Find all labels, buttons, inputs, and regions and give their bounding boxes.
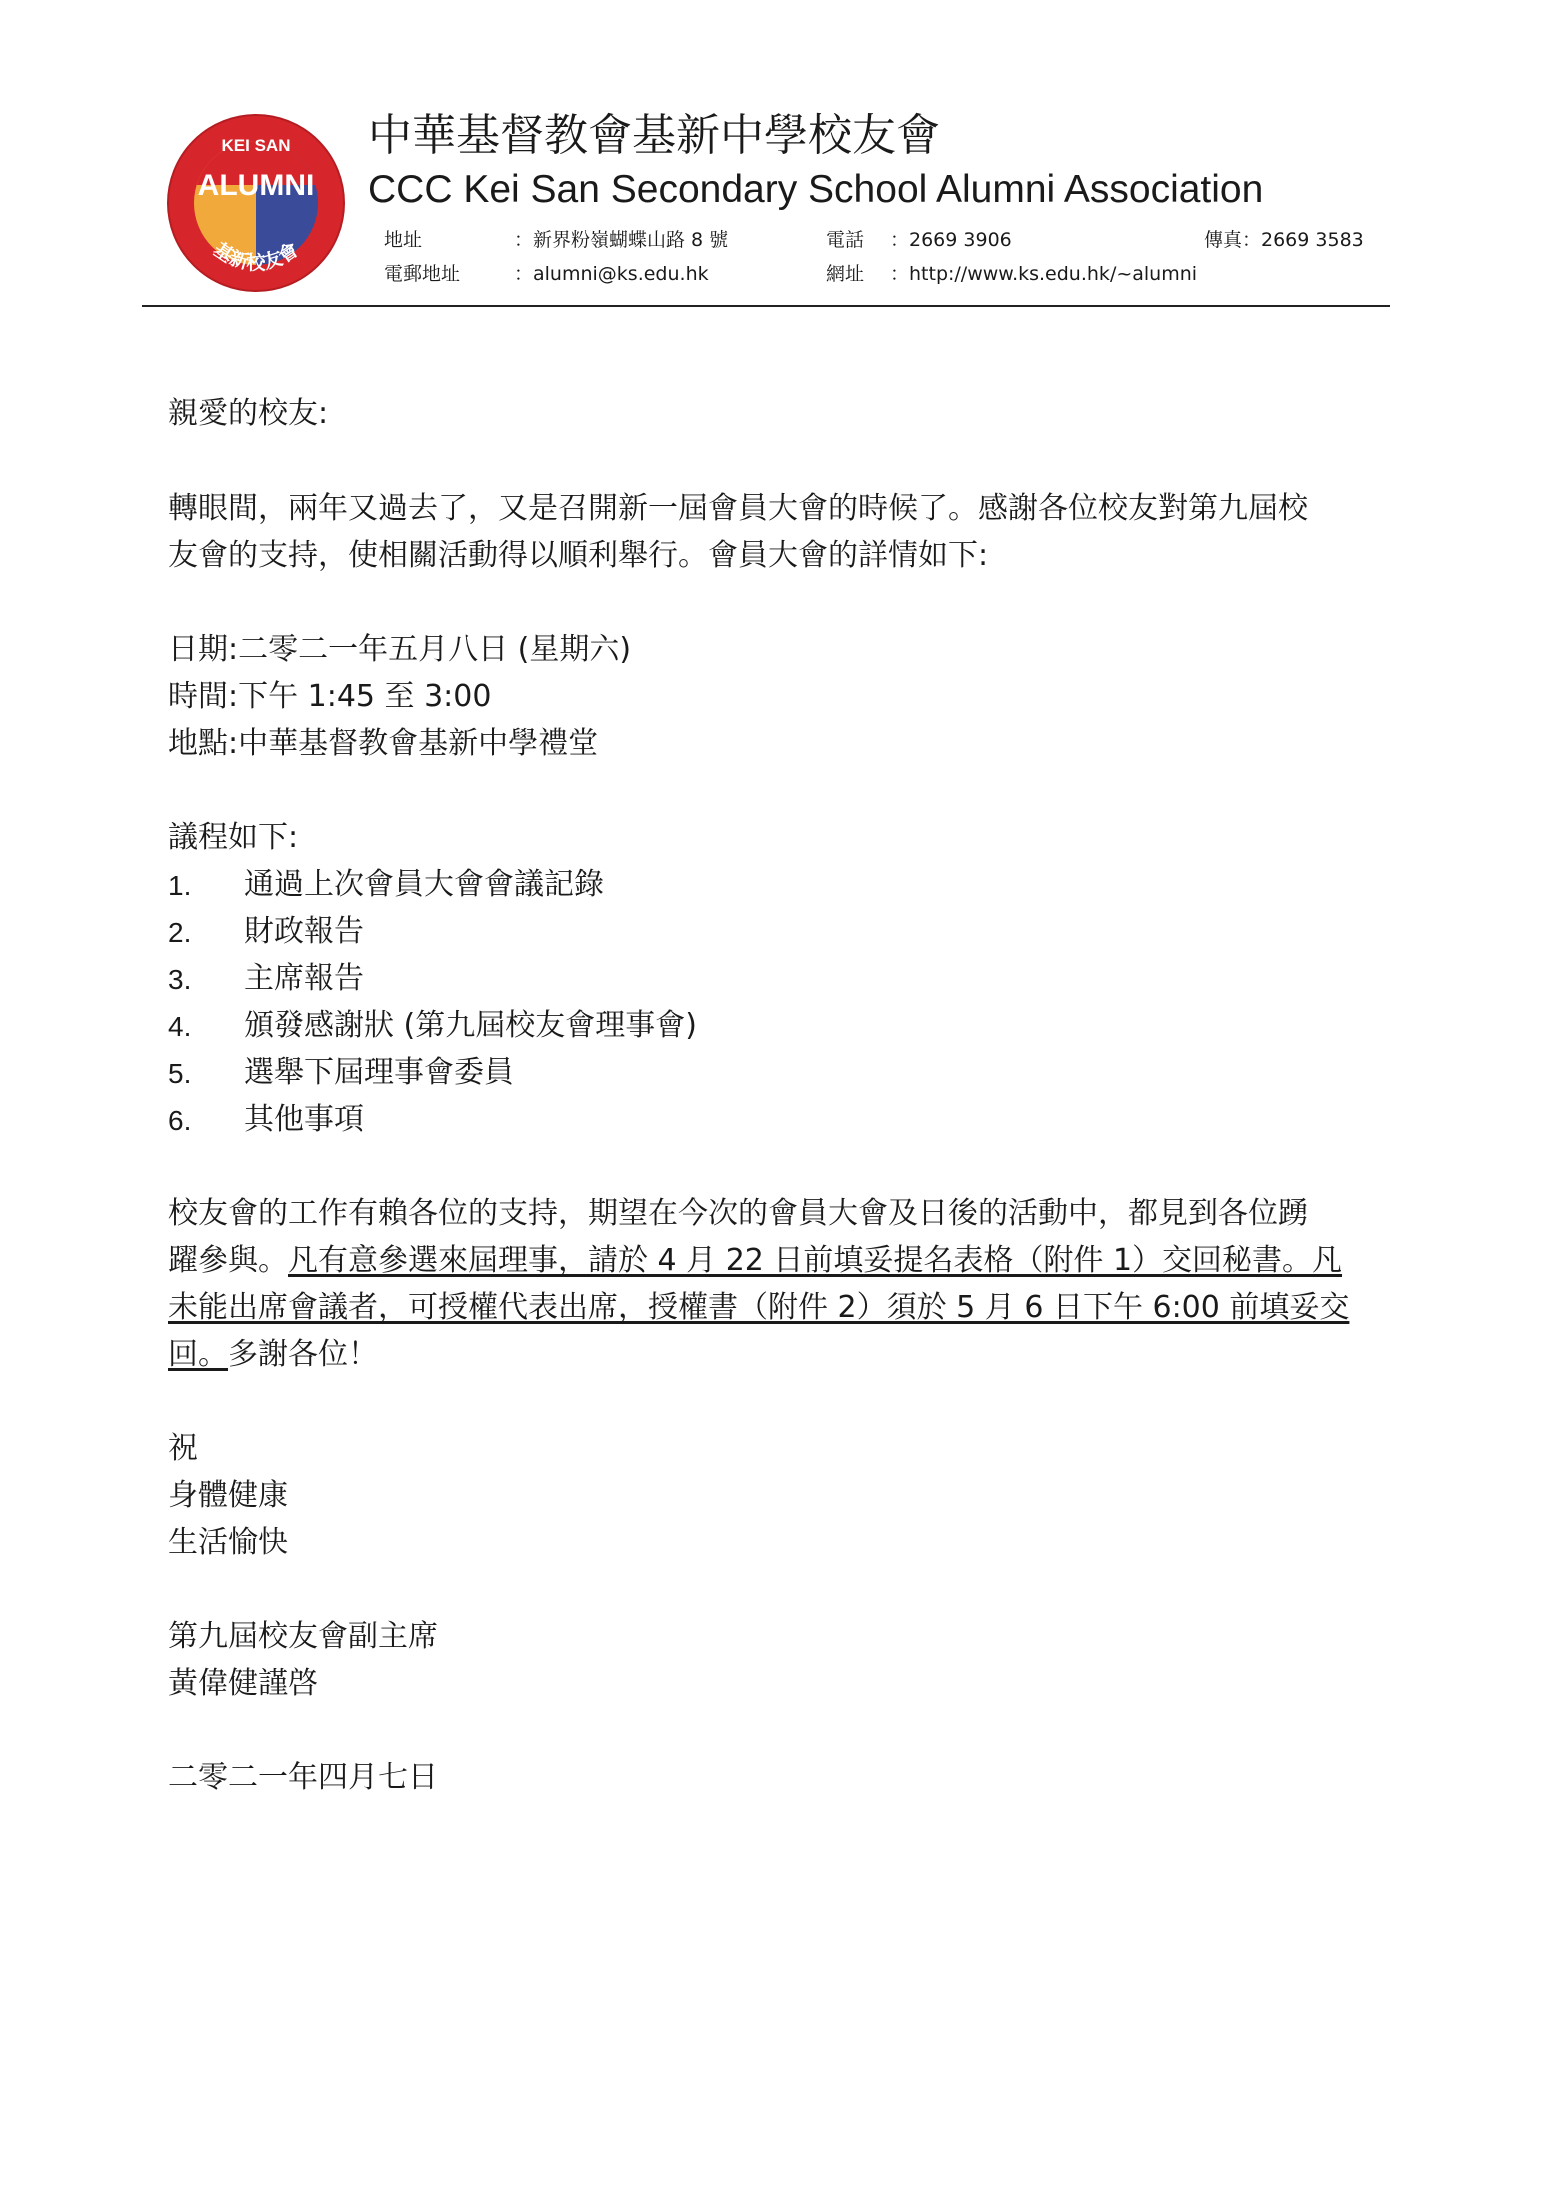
- signer-name: 黃偉健謹啓: [168, 1666, 318, 1701]
- agenda-item: 其他事項: [244, 1102, 364, 1137]
- org-name-chinese: 中華基督教會基新中學校友會: [368, 110, 940, 161]
- intro-line-2: 友會的支持，使相關活動得以順利舉行。會員大會的詳情如下:: [168, 538, 989, 573]
- agenda-number: 5.: [168, 1058, 192, 1089]
- agenda-item: 財政報告: [244, 914, 364, 949]
- agenda-heading: 議程如下:: [168, 820, 299, 855]
- intro-line-1: 轉眼間，兩年又過去了，又是召開新一屆會員大會的時候了。感謝各位校友對第九屆校: [168, 491, 1308, 526]
- alumni-logo: [166, 113, 346, 293]
- agenda-item: 主席報告: [244, 961, 364, 996]
- nomination-notice: 凡有意參選來屆理事，請於 4 月 22 日前填妥提名表格（附件 1）交回秘書。凡: [288, 1243, 1343, 1278]
- agenda-number: 6.: [168, 1105, 192, 1136]
- agenda-item: 選舉下屆理事會委員: [244, 1055, 514, 1090]
- agenda-number: 4.: [168, 1011, 192, 1042]
- address-label: 地址: [384, 229, 423, 251]
- phone-value: ：2669 3906: [890, 229, 1012, 251]
- email-label: 電郵地址: [384, 263, 461, 285]
- agenda-item: 頒發感謝狀 (第九屆校友會理事會): [244, 1008, 697, 1043]
- website-label: 網址: [826, 263, 865, 285]
- website-value: ：http://www.ks.edu.hk/~alumni: [890, 263, 1198, 285]
- closing-line-4: [168, 1331, 378, 1378]
- closing-line-2-plain: 躍參與。: [168, 1243, 288, 1278]
- wish-2: 生活愉快: [168, 1525, 288, 1560]
- header-divider: [142, 305, 1390, 307]
- blessing: 祝: [168, 1431, 198, 1466]
- letter-date: 二零二一年四月七日: [168, 1760, 438, 1795]
- logo-bottom-text: 基新校友會: [209, 238, 303, 274]
- agenda-number: 3.: [168, 964, 192, 995]
- thanks-text: 多謝各位！: [228, 1337, 378, 1372]
- closing-line-3: [168, 1284, 1349, 1331]
- closing-line-1: 校友會的工作有賴各位的支持，期望在今次的會員大會及日後的活動中，都見到各位踴: [168, 1196, 1308, 1231]
- salutation: 親愛的校友:: [168, 396, 329, 431]
- org-name-english: CCC Kei San Secondary School Alumni Association: [368, 168, 1264, 211]
- phone-label: 電話: [826, 229, 865, 251]
- agenda-number: 2.: [168, 917, 192, 948]
- email-value: ：alumni@ks.edu.hk: [514, 263, 709, 285]
- logo-top-text: KEI SAN: [221, 136, 291, 155]
- meeting-venue: 地點:中華基督教會基新中學禮堂: [168, 726, 599, 761]
- proxy-notice-end: 回。: [168, 1337, 228, 1372]
- wish-1: 身體健康: [168, 1478, 288, 1513]
- fax-value: 傳真：2669 3583: [1204, 229, 1364, 251]
- address-value: ：新界粉嶺蝴蝶山路 8 號: [514, 229, 729, 251]
- meeting-time: 時間:下午 1:45 至 3:00: [168, 679, 492, 714]
- closing-line-2: [168, 1237, 1342, 1284]
- meeting-date: 日期:二零二一年五月八日 (星期六): [168, 632, 632, 667]
- agenda-item: 通過上次會員大會會議記錄: [244, 867, 604, 902]
- logo-main-text: ALUMNI: [197, 169, 315, 202]
- proxy-notice: 未能出席會議者，可授權代表出席，授權書（附件 2）須於 5 月 6 日下午 6:00 前填妥交: [168, 1290, 1350, 1325]
- signer-title: 第九屆校友會副主席: [168, 1619, 438, 1654]
- agenda-number: 1.: [168, 870, 192, 901]
